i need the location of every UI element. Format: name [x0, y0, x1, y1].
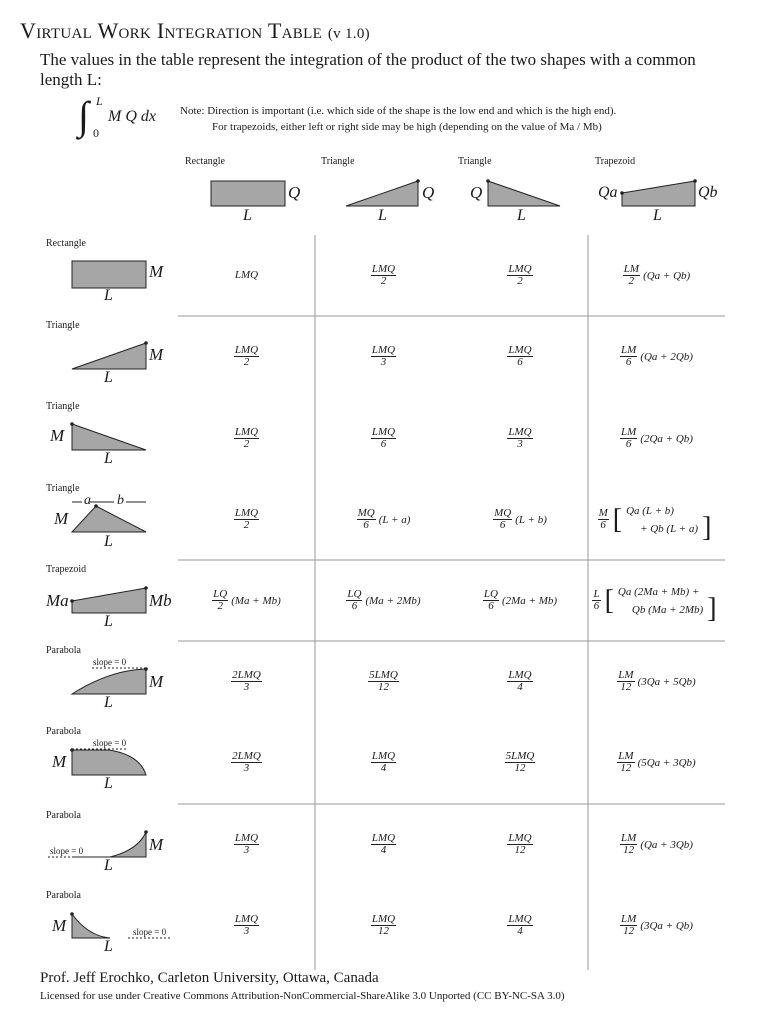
table-cell: [315, 560, 452, 641]
column-trap-qb: Qb: [698, 184, 718, 201]
fraction-numerator: LMQ: [234, 269, 259, 281]
table-cell: [315, 722, 452, 803]
row-shape-parabola-3: [72, 832, 146, 857]
fraction-numerator: LMQ: [371, 913, 396, 925]
row-tri1-m: M: [149, 345, 164, 364]
right-bracket: ]: [702, 511, 712, 543]
fraction-numerator: LM: [621, 832, 637, 844]
fraction-denominator: 2: [243, 519, 250, 531]
fraction: [623, 264, 640, 287]
fraction: [212, 589, 228, 612]
expression-rest: (5Qa + 3Qb): [637, 756, 696, 769]
row-par2-slope: slope = 0: [93, 738, 127, 748]
fraction-denominator: 6: [488, 600, 494, 612]
fraction-numerator: LQ: [213, 588, 228, 600]
row-shape-parabola-1: [72, 669, 146, 694]
table-cell: [588, 398, 725, 479]
table-cell: [588, 479, 725, 560]
table-cell: [315, 641, 452, 722]
integrand: M Q dx: [108, 108, 156, 125]
fraction-numerator: LMQ: [508, 832, 532, 844]
fraction-numerator: LMQ: [508, 426, 532, 438]
fraction-denominator: 2: [380, 275, 387, 287]
table-cell: [178, 235, 315, 316]
expression-rest: (3Qa + Qb): [640, 919, 693, 932]
column-trap-length: L: [653, 207, 662, 224]
fraction: [483, 589, 499, 612]
fraction-numerator: LMQ: [234, 344, 259, 356]
fraction: [598, 508, 609, 531]
fraction-denominator: 2: [243, 356, 250, 368]
table-cell: [452, 722, 588, 803]
fraction: [368, 670, 399, 693]
table-cell: [178, 722, 315, 803]
expression-rest: (L + a): [378, 513, 411, 526]
fraction-numerator: LM: [621, 344, 637, 356]
table-cell: [588, 316, 725, 397]
fraction-numerator: LM: [621, 913, 637, 925]
fraction-numerator: LMQ: [371, 832, 396, 844]
left-bracket: [: [604, 584, 614, 616]
fraction-numerator: LMQ: [508, 669, 532, 681]
row-tri2-m: M: [50, 426, 65, 445]
fraction-denominator: 6: [363, 519, 369, 531]
table-cell: [588, 885, 725, 966]
fraction: [620, 427, 637, 450]
integral-sign: ∫: [78, 93, 89, 138]
expression-line-1: Qa (L + b): [626, 504, 674, 517]
fraction-numerator: LMQ: [234, 426, 259, 438]
table-cell: [588, 235, 725, 316]
row-label-parabola-3: Parabola: [46, 810, 81, 821]
fraction-numerator: LMQ: [234, 832, 259, 844]
fraction: [357, 508, 376, 531]
license-text: Licensed for use under Creative Commons Attribution-NonCommercial-ShareAlike 3.0 Unported (CC BY-NC-SA 3.0): [40, 990, 565, 1002]
fraction-denominator: 12: [514, 762, 526, 774]
row-shape-triangle-rising: [72, 343, 146, 369]
fraction: [234, 833, 259, 856]
fraction-numerator: LMQ: [371, 426, 396, 438]
fraction: [592, 589, 600, 612]
table-cell: [178, 560, 315, 641]
table-cell: [452, 235, 588, 316]
fraction-numerator: LM: [618, 750, 634, 762]
fraction-numerator: LMQ: [508, 344, 532, 356]
row-tri2-length: L: [104, 450, 113, 467]
version-text: (v 1.0): [327, 26, 370, 42]
row-par3-length: L: [104, 857, 113, 874]
fraction: [234, 427, 259, 450]
fraction-denominator: 3: [243, 762, 250, 774]
fraction: [507, 264, 532, 287]
column-shape-trapezoid: [622, 181, 695, 206]
table-cell: [315, 316, 452, 397]
fraction: [371, 833, 396, 856]
expression-rest: (Qa + 2Qb): [640, 350, 693, 363]
fraction-numerator: LMQ: [234, 507, 259, 519]
fraction-numerator: 5LMQ: [369, 669, 398, 681]
table-cell: [315, 885, 452, 966]
row-label-triangle-general: Triangle: [46, 483, 80, 494]
fraction-denominator: 6: [593, 600, 600, 612]
fraction: [231, 670, 262, 693]
row-par1-slope: slope = 0: [93, 657, 127, 667]
table-cell: [315, 235, 452, 316]
table-cell: [178, 316, 315, 397]
fraction: [234, 914, 259, 937]
row-label-triangle-rising: Triangle: [46, 320, 80, 331]
expression-line-2: Qb (Ma + 2Mb): [631, 603, 704, 616]
row-par2-length: L: [104, 775, 113, 792]
fraction: [371, 751, 396, 774]
fraction: [507, 833, 532, 856]
fraction: [234, 508, 259, 531]
fraction-numerator: LMQ: [371, 263, 396, 275]
row-shape-rectangle: [72, 261, 146, 288]
fraction: [507, 345, 532, 368]
fraction-numerator: 2LMQ: [232, 669, 261, 681]
fraction-denominator: 4: [380, 762, 387, 774]
row-par2-m: M: [52, 752, 67, 771]
column-label-triangle-rising: Triangle: [321, 156, 355, 167]
fraction-denominator: 3: [243, 844, 250, 856]
fraction: [371, 914, 396, 937]
column-trap-qa: Qa: [598, 184, 618, 201]
fraction-denominator: 3: [243, 681, 250, 693]
row-trap-ma: Ma: [46, 591, 69, 610]
fraction-numerator: LMQ: [371, 750, 396, 762]
row-label-parabola-4: Parabola: [46, 890, 81, 901]
row-tri3-dim-a: a: [84, 493, 91, 508]
fraction-numerator: LMQ: [508, 263, 532, 275]
row-tri3-m: M: [54, 509, 69, 528]
table-cell: [315, 479, 452, 560]
fraction-denominator: 4: [380, 844, 387, 856]
row-par3-m: M: [149, 835, 164, 854]
fraction-numerator: LMQ: [508, 913, 532, 925]
fraction: [620, 833, 637, 856]
fraction-denominator: 12: [620, 681, 632, 693]
table-cell: [452, 479, 588, 560]
fraction: [371, 427, 396, 450]
row-label-triangle-falling: Triangle: [46, 401, 80, 412]
column-shape-triangle-rising: [346, 181, 418, 206]
row-par3-slope: slope = 0: [50, 846, 84, 856]
fraction: [507, 670, 532, 693]
table-cell: [178, 398, 315, 479]
fraction-denominator: 2: [217, 600, 223, 612]
table-cell: [315, 398, 452, 479]
column-shape-rectangle: [211, 181, 285, 206]
fraction: [371, 264, 396, 287]
table-cell: [588, 641, 725, 722]
table-cell: [452, 560, 588, 641]
fraction-denominator: 6: [351, 600, 358, 612]
expression-rest: (2Qa + Qb): [640, 432, 693, 445]
row-shape-triangle-general: [72, 506, 146, 532]
column-rect-length: L: [243, 207, 252, 224]
table-cell: [178, 641, 315, 722]
row-label-parabola-2: Parabola: [46, 726, 81, 737]
fraction-denominator: 3: [243, 925, 250, 937]
expression-line-1: Qa (2Ma + Mb) +: [617, 585, 700, 598]
expression-rest: (Ma + Mb): [231, 594, 281, 607]
fraction-numerator: LQ: [347, 588, 362, 600]
fraction: [493, 508, 512, 531]
note-line-2: For trapezoids, either left or right side may be high (depending on the value of Ma / Mb): [212, 121, 602, 133]
intro-text: The values in the table represent the integration of the product of the two shapes with a common length L:: [40, 50, 696, 89]
expression-rest: (3Qa + 5Qb): [637, 675, 696, 688]
fraction: [617, 670, 634, 693]
fraction-numerator: LMQ: [371, 344, 396, 356]
table-cell: [178, 479, 315, 560]
fraction-denominator: 12: [620, 762, 632, 774]
row-label-trapezoid: Trapezoid: [46, 564, 87, 575]
fraction-numerator: MQ: [357, 507, 375, 519]
expression-rest: (2Ma + Mb): [501, 594, 558, 607]
fraction: [620, 345, 637, 368]
left-bracket: [: [612, 503, 623, 535]
row-rect-length: L: [104, 287, 113, 304]
fraction-numerator: LQ: [483, 588, 498, 600]
expression-rest: (L + b): [515, 513, 547, 526]
table-cell: [452, 804, 588, 885]
right-bracket: ]: [707, 592, 717, 624]
table-cell: [588, 804, 725, 885]
column-label-rectangle: Rectangle: [185, 156, 225, 167]
column-label-triangle-falling: Triangle: [458, 156, 492, 167]
table-cell: [178, 885, 315, 966]
fraction: [507, 427, 532, 450]
fraction-denominator: 6: [625, 438, 632, 450]
table-cell: [315, 804, 452, 885]
note-line-1: Note: Direction is important (i.e. which side of the shape is the low end and which is the high end).: [180, 105, 617, 117]
fraction-numerator: L: [593, 588, 600, 600]
fraction-denominator: 3: [380, 356, 387, 368]
row-shape-parabola-2: [72, 750, 146, 775]
fraction-denominator: 6: [380, 438, 387, 450]
fraction-numerator: LM: [623, 263, 640, 275]
expression-rest: (Qa + 3Qb): [640, 838, 693, 851]
fraction-numerator: LM: [618, 669, 634, 681]
fraction-denominator: 6: [625, 356, 632, 368]
column-tri2-length: L: [517, 207, 526, 224]
fraction-denominator: 12: [623, 844, 635, 856]
expression-line-2: + Qb (L + a): [640, 522, 699, 535]
column-tri2-q: Q: [470, 183, 483, 202]
row-rect-m: M: [149, 262, 164, 281]
fraction-denominator: 12: [514, 844, 526, 856]
fraction: [346, 589, 362, 612]
fraction-denominator: 2: [517, 275, 523, 287]
fraction: [231, 751, 262, 774]
table-cell: [452, 885, 588, 966]
row-par1-m: M: [149, 672, 164, 691]
fraction-denominator: 2: [628, 275, 635, 287]
fraction: [371, 345, 396, 368]
fraction-denominator: 4: [517, 681, 523, 693]
fraction-denominator: 6: [517, 356, 523, 368]
table-cell: [452, 398, 588, 479]
row-par4-m: M: [52, 916, 67, 935]
row-par4-slope: slope = 0: [133, 927, 167, 937]
fraction-denominator: 6: [499, 519, 506, 531]
fraction: [507, 914, 532, 937]
fraction-denominator: 12: [377, 681, 389, 693]
column-tri1-q: Q: [422, 183, 435, 202]
row-label-parabola-1: Parabola: [46, 645, 81, 656]
fraction: [234, 270, 259, 281]
fraction-denominator: 2: [243, 438, 250, 450]
table-cell: [588, 722, 725, 803]
row-trap-length: L: [104, 613, 113, 630]
column-shape-triangle-falling: [488, 181, 560, 206]
row-par1-length: L: [104, 694, 113, 711]
row-label-rectangle: Rectangle: [46, 238, 86, 249]
row-trap-mb: Mb: [149, 591, 172, 610]
expression-rest: (Ma + 2Mb): [365, 594, 421, 607]
fraction-denominator: 6: [600, 519, 606, 531]
row-tri3-dim-b: b: [117, 493, 124, 508]
fraction: [505, 751, 536, 774]
fraction-denominator: 12: [377, 925, 389, 937]
fraction-numerator: M: [598, 507, 608, 519]
table-cell: [452, 316, 588, 397]
row-shape-trapezoid: [72, 588, 146, 613]
fraction-denominator: 4: [517, 925, 523, 937]
author-credit: Prof. Jeff Erochko, Carleton University, Ottawa, Canada: [40, 970, 379, 986]
fraction: [617, 751, 634, 774]
row-shape-parabola-4: [72, 914, 110, 938]
integral-lower-limit: 0: [93, 126, 99, 140]
row-tri1-length: L: [104, 369, 113, 386]
fraction-numerator: MQ: [494, 507, 512, 519]
title-text: Virtual Work Integration Table: [20, 18, 323, 43]
table-cell: [588, 560, 725, 641]
column-rect-q: Q: [288, 183, 301, 202]
row-tri3-length: L: [104, 533, 113, 550]
fraction-numerator: LMQ: [234, 913, 259, 925]
fraction-numerator: LM: [621, 426, 637, 438]
column-label-trapezoid: Trapezoid: [595, 156, 636, 167]
fraction: [234, 345, 259, 368]
table-cell: [452, 641, 588, 722]
fraction-denominator: 12: [623, 925, 635, 937]
column-tri1-length: L: [378, 207, 387, 224]
row-shape-triangle-falling: [72, 424, 146, 450]
fraction-numerator: 2LMQ: [232, 750, 261, 762]
integral-upper-limit: L: [96, 94, 103, 108]
fraction: [620, 914, 637, 937]
fraction-numerator: 5LMQ: [505, 750, 535, 762]
fraction-denominator: 3: [517, 438, 523, 450]
row-par4-length: L: [104, 938, 113, 955]
table-cell: [178, 804, 315, 885]
expression-rest: (Qa + Qb): [643, 269, 691, 282]
